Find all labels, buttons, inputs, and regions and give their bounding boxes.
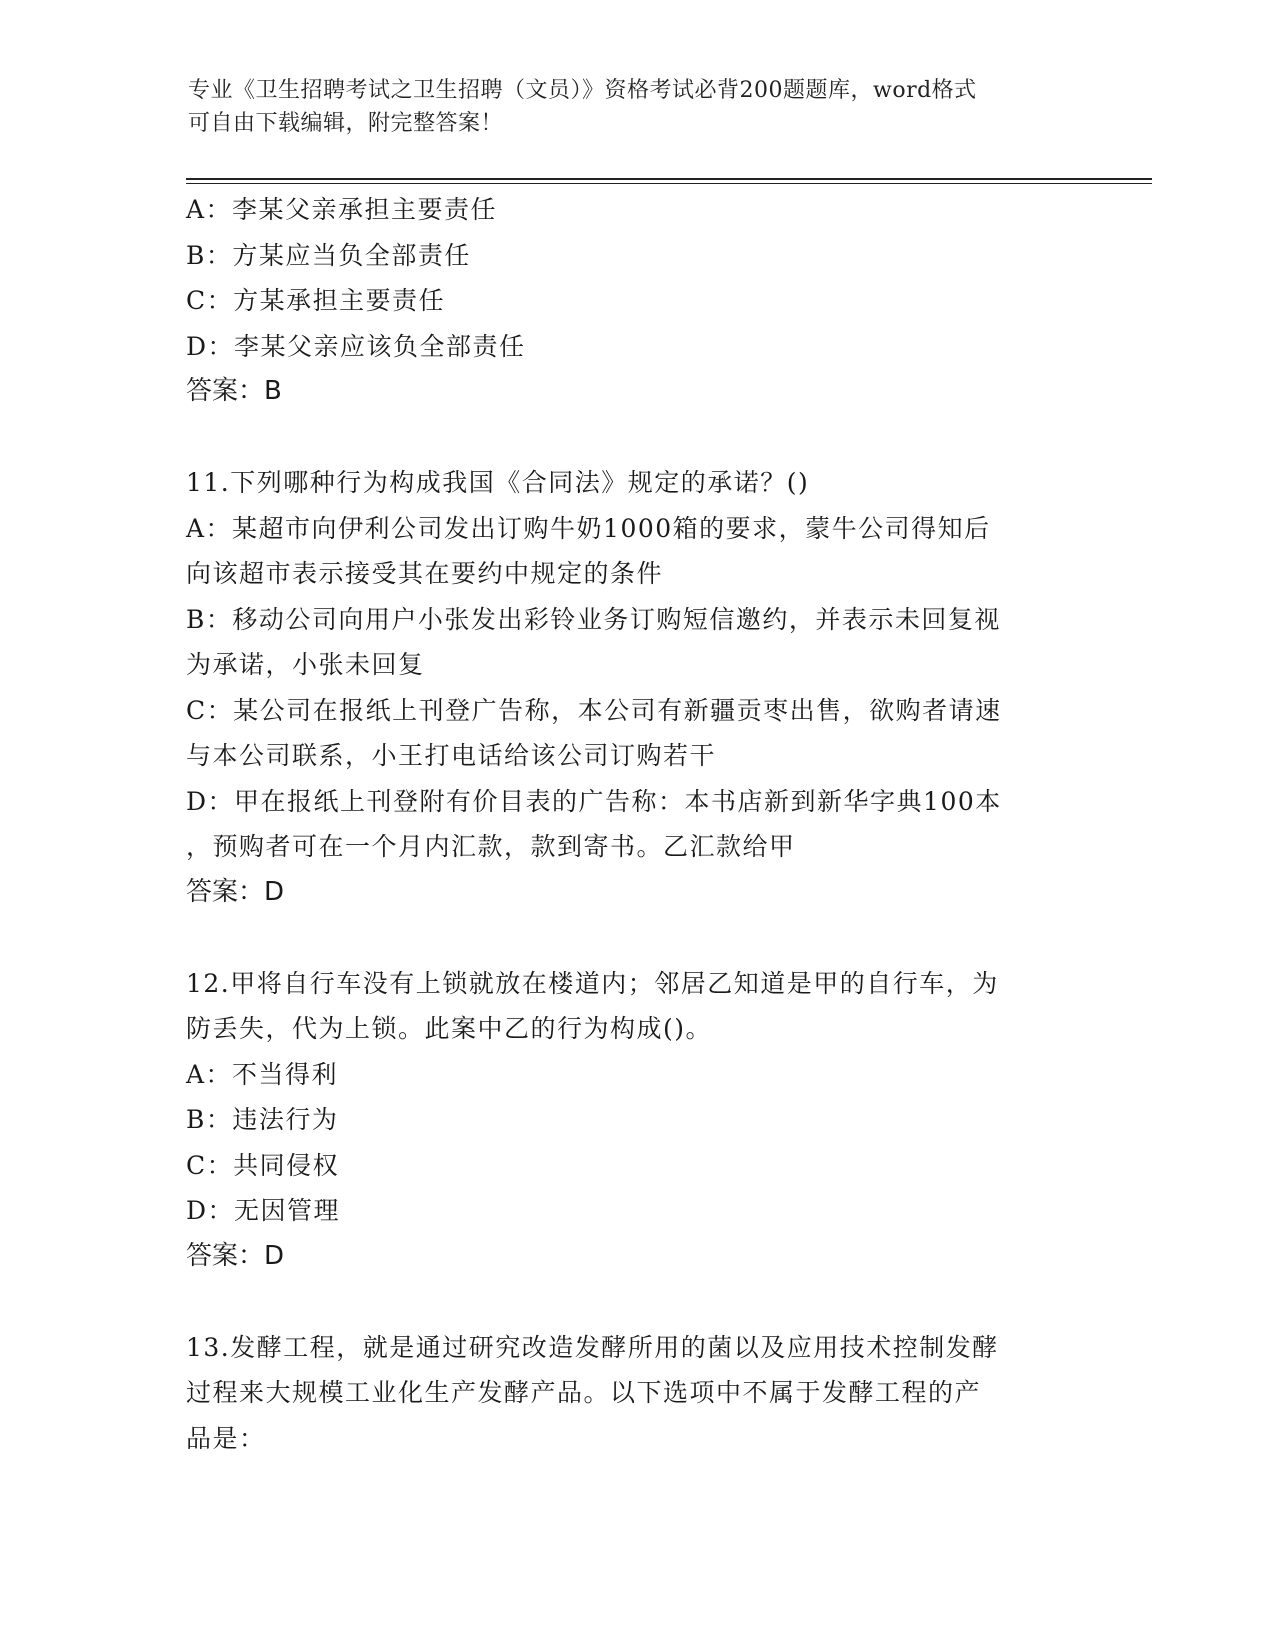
- header-line-2: 可自由下载编辑，附完整答案！: [188, 111, 504, 136]
- option-a-line-2: 向该超市表示接受其在要约中规定的条件: [186, 559, 664, 588]
- answer: 答案：B: [186, 376, 282, 406]
- spacer: [186, 915, 1086, 961]
- option-b: B：方某应当负全部责任: [186, 240, 471, 270]
- question-11: [186, 460, 1086, 915]
- question-stem-line-2: 过程来大规模工业化生产发酵产品。以下选项中不属于发酵工程的产: [186, 1378, 982, 1407]
- document-body: [186, 187, 1086, 1461]
- option-c-line-1: C：某公司在报纸上刊登广告称，本公司有新疆贡枣出售，欲购者请速: [186, 695, 1002, 725]
- option-b-line-1: B：移动公司向用户小张发出彩铃业务订购短信邀约，并表示未回复视: [186, 604, 1001, 634]
- option-d: D：无因管理: [186, 1196, 341, 1225]
- prev-question: [186, 187, 1086, 415]
- question-stem-line-1: 12.甲将自行车没有上锁就放在楼道内；邻居乙知道是甲的自行车，为: [186, 968, 999, 998]
- option-a-line-1: A：某超市向伊利公司发出订购牛奶1000箱的要求，蒙牛公司得知后: [186, 513, 991, 543]
- header-rule-thick: [186, 178, 1152, 180]
- option-d-line-1: D：甲在报纸上刊登附有价目表的广告称：本书店新到新华字典100本: [186, 786, 1002, 816]
- option-a: A：李某父亲承担主要责任: [186, 195, 498, 224]
- option-d-line-2: ，预购者可在一个月内汇款，款到寄书。乙汇款给甲: [186, 832, 796, 861]
- document-header: [188, 74, 1068, 140]
- question-13: [186, 1325, 1086, 1462]
- header-line-1: 专业《卫生招聘考试之卫生招聘（文员）》资格考试必背200题题库，word格式: [188, 78, 977, 103]
- option-b-line-2: 为承诺，小张未回复: [186, 650, 425, 679]
- answer: 答案：D: [186, 876, 285, 907]
- option-b: B：违法行为: [186, 1105, 339, 1134]
- spacer: [186, 415, 1086, 461]
- option-d: D：李某父亲应该负全部责任: [186, 331, 526, 361]
- question-stem-line-1: 13.发酵工程，就是通过研究改造发酵所用的菌以及应用技术控制发酵: [186, 1332, 999, 1362]
- question-stem: 11.下列哪种行为构成我国《合同法》规定的承诺？(): [186, 468, 810, 497]
- question-stem-line-2: 防丢失，代为上锁。此案中乙的行为构成()。: [186, 1014, 713, 1043]
- spacer: [186, 1279, 1086, 1325]
- question-stem-line-3: 品是：: [186, 1423, 266, 1453]
- question-12: [186, 961, 1086, 1280]
- header-rule-thin: [186, 183, 1152, 184]
- option-c-line-2: 与本公司联系，小王打电话给该公司订购若干: [186, 741, 717, 770]
- answer: 答案：D: [186, 1240, 285, 1271]
- option-c: C：共同侵权: [186, 1150, 340, 1180]
- option-a: A：不当得利: [186, 1059, 339, 1089]
- option-c: C：方某承担主要责任: [186, 286, 446, 315]
